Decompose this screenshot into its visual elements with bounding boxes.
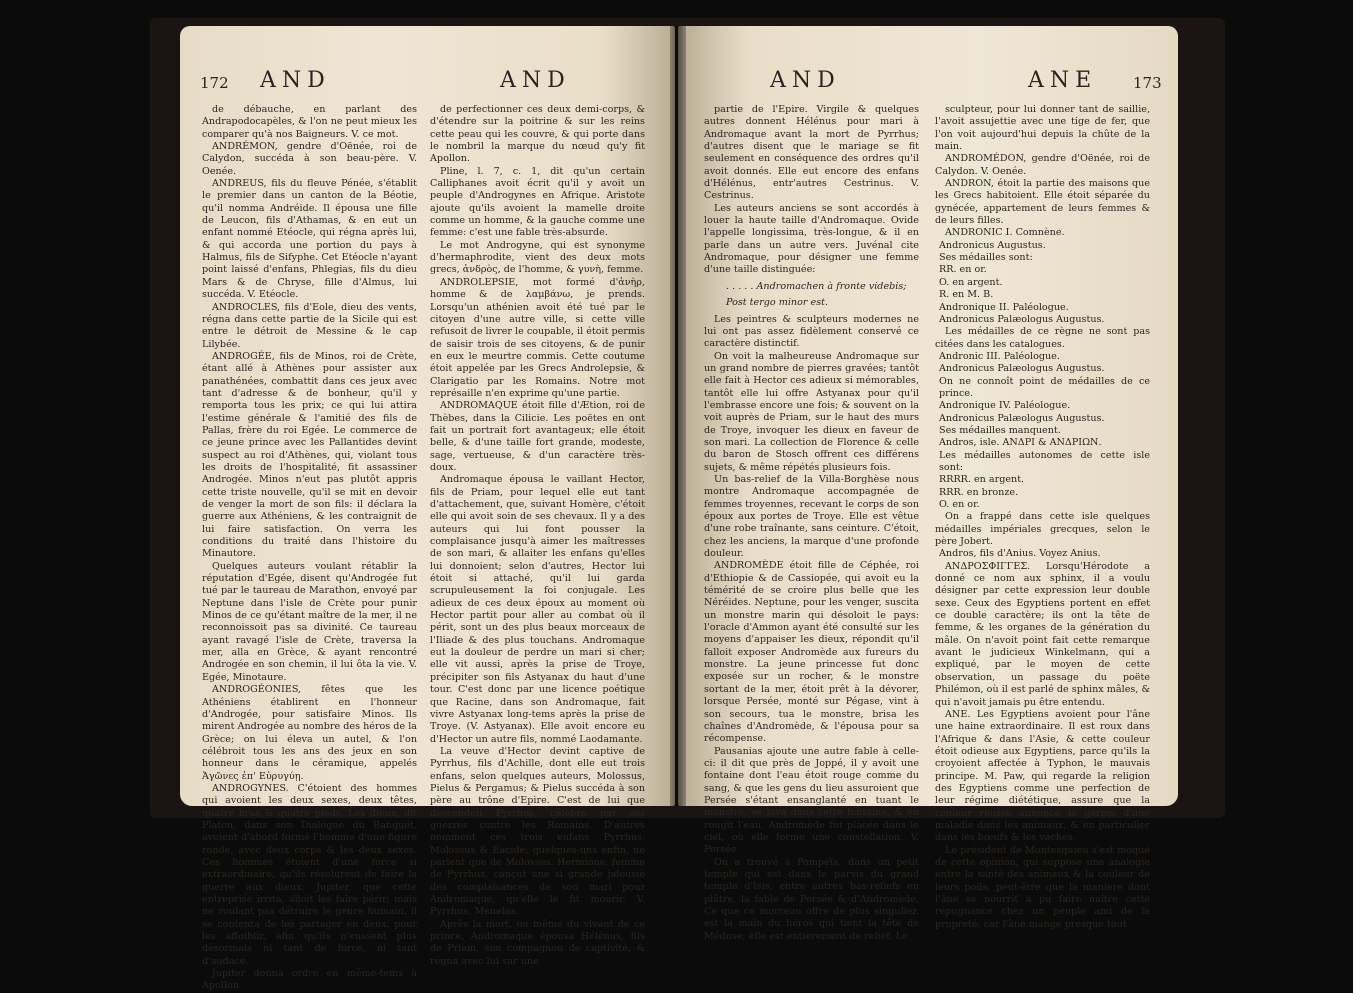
medal-entry: Andros, isle. ΑΝΔΡΙ & ΑΝΔΡΙΩΝ. (939, 437, 1102, 449)
verse-line: Post tergo minor est. (726, 297, 829, 309)
medal-entry: Andronicus Palæologus Augustus. (939, 363, 1105, 375)
dictionary-entry: de débauche, en parlant des Andrapodocapèles, & l'on ne peut mieux les comparer qu'à nos Baigneurs. V. ce mot. (202, 104, 417, 140)
dictionary-entry: Pausanias ajoute une autre fable à celle-ci: il dit que près de Joppé, il y avoit une fontaine dont l'eau étoit rouge comme du sang, & que les gens du lieu assuroient que Persée s'étant ensanglanté en tuant le monstre, se lava dans cette fontaine, & en rougit l'eau. Andromède fut placée dans le ciel, où elle forme une constellation. V. Persée. (704, 745, 919, 856)
dictionary-entry: sculpteur, pour lui donner tant de saillie, l'avoit assujettie avec une tige de fer, que l'on voit aujourd'hui depuis la chûte de la main. (935, 104, 1150, 153)
dictionary-entry: ANDROMAQUE étoit fille d'Ætion, roi de Thèbes, dans la Cilicie. Les poëtes en ont fait un portrait fort avantageux; elle étoit belle, & d'une taille fort grande, modeste, sage, vertueuse, & d'un caractère très-doux. (430, 400, 645, 473)
book-gutter (670, 26, 686, 806)
dictionary-entry: ANDREUS, fils du fleuve Pénée, s'établit le premier dans un canton de la Béotie, qu'il nomma Andréide. Il épousa une fille de Leucon, fils d'Athamas, & en eut un enfant nommé Etéocle, qui régna après lui, & qui accorda une portion du pays à Halmus, fils de Sifyphe. Cet Etéocle n'ayant point laissé d'enfans, Phlegias, fils du dieu Mars & de Chryse, fille d'Almus, lui succéda. V. Etéocle. (202, 178, 417, 301)
text-column (704, 104, 919, 942)
dictionary-entry: Le mot Androgyne, qui est synonyme d'hermaphrodite, vient des deux mots grecs, ἀνδρὸς, de l'homme, & γυνὴ, femme. (430, 239, 645, 276)
dictionary-entry: Les médailles de ce règne ne sont pas citées dans les catalogues. (935, 326, 1150, 350)
running-head: ANE (1028, 68, 1098, 93)
medal-entry: Ses médailles sont: (939, 252, 1033, 264)
dictionary-entry: ANDROMÈDE étoit fille de Céphée, roi d'Ethiopie & de Cassiopée, qui avoit eu la témérité de se croire plus belle que les Néréides. Neptune, pour les venger, suscita un monstre marin qui désoloit le pays: l'oracle d'Ammon ayant été consulté sur les moyens d'appaiser les dieux, répondit qu'il falloit exposer Andromède aux fureurs du monstre. La jeune princesse fut donc exposée sur un rocher, & le monstre sortant de la mer, étoit prêt à la dévorer, lorsque Persée, monté sur Pégase, vint à son secours, tua le monstre, brisa les chaînes d'Andromède, & l'épousa pour sa récompense. (704, 560, 919, 745)
medal-entry: O. en argent. (939, 276, 1003, 288)
medal-entry: Andronicus Augustus. (939, 239, 1046, 251)
running-head: AND (770, 68, 841, 93)
medal-entry: Andros, fils d'Anius. Voyez Anius. (939, 548, 1101, 560)
dictionary-entry: ANDRÉMON, gendre d'Oënée, roi de Calydon, succéda à son beau-père. V. Oenée. (202, 141, 417, 177)
text-column (202, 104, 417, 992)
medal-entry: Andronique II. Paléologue. (939, 301, 1069, 313)
dictionary-entry: On voit la malheureuse Andromaque sur un grand nombre de pierres gravées; tantôt elle fait à Hector ces adieux si mémorables, tantôt elle lui offre Astyanax pour qu'il l'embrasse encore une fois; & souvent on la voit auprès de Priam, sur le haut des murs de Troye, invoquer les dieux en faveur de son mari. La collection de Florence & celle du baron de Stosch offrent ces différens sujets, & même répétés plusieurs fois. (704, 350, 919, 473)
dictionary-entry: La veuve d'Hector devint captive de Pyrrhus, fils d'Achille, dont elle eut trois enfans, selon quelques auteurs, Molossus, Pielus & Pergamus; & Pielus succéda à son père au trône d'Epire. C'est de lui que descendoit Pyrrhus, célèbre par ses guerres contre les Romains. D'autres nomment ces trois enfans Pyrrhus, Molossus & Eacide; quelques-uns enfin, ne parlent que de Molossus. Hermione, femme de Pyrrhus, conçut une si grande jalousie des complaisances de son mari pour Andromaque, qu'elle le fit mourir. V. Pyrrhus, Menelas. (430, 745, 645, 918)
dictionary-entry: ANDROGYNES. C'étoient des hommes qui avoient les deux sexes, deux têtes, quatre bras & quatre pieds. Les dieux, dit Platon, dans son Dialogue du Banquet, avoient d'abord formé l'homme d'une figure ronde, avec deux corps & les deux sexes. Ces hommes étoient d'une force si extraordinaire, qu'ils résolurent de faire la guerre aux dieux. Jupiter, que cette entreprise irrita, alloit les faire périr; mais ne voulant pas détruire le genre humain, il se contenta de les partager en deux, pour les affoiblir, afin qu'ils n'eussent plus désormais ni tant de force, ni tant d'audace. (202, 782, 417, 967)
dictionary-entry: On a trouvé à Pompeïa, dans un petit temple qui est dans le parvis du grand temple d'Isis, entre autres bas-reliefs en plâtre, la fable de Persée & d'Andromède. Ce que ce morceau offre de plus singulier, est la main du héros qui tient la tête de Méduse; elle est entièrement de relief. Le (704, 856, 919, 942)
dictionary-entry: Après la mort, ou même du vivant de ce prince, Andromaque épousa Hélénus, fils de Priam, son compagnon de captivité, & régna avec lui sur une (430, 918, 645, 967)
left-page-header (180, 68, 675, 98)
medal-entry: Andronic III. Paléologue. (939, 350, 1060, 362)
running-head: AND (260, 68, 331, 93)
right-page-header (678, 68, 1178, 98)
dictionary-entry: partie de l'Epire. Virgile & quelques autres donnent Hélénus pour mari à Andromaque avant la mort de Pyrrhus; d'autres disent que le mariage se fit seulement en conséquence des ordres qu'il avoit donnés. Elle eut encore des enfans d'Hélénus, entr'autres Cestrinus. V. Cestrinus. (704, 104, 919, 202)
medal-entry: Andronicus Palæologus Augustus. (939, 412, 1105, 424)
dictionary-entry: ANDROCLES, fils d'Eole, dieu des vents, régna dans cette partie de la Sicile qui est entre le détroit de Messine & le cap Lilybée. (202, 301, 417, 350)
dictionary-entry: Un bas-relief de la Villa-Borghèse nous montre Andromaque accompagnée de femmes troyennes, recevant le corps de son époux aux portes de Troye. Elle est vêtue d'une robe traînante, sans ceinture. C'étoit, chez les anciens, la marque d'une profonde douleur. (704, 473, 919, 560)
dictionary-entry: Pline, l. 7, c. 1, dit qu'un certain Calliphanes avoit écrit qu'il y avoit un peuple d'Androgynes en Afrique. Aristote ajoute qu'ils avoient la mamelle droite comme un homme, & la gauche comme une femme: c'est une fable très-absurde. (430, 165, 645, 239)
verse-line: . . . . . Andromachen à fronte videbis; (726, 280, 907, 292)
medal-entry: Les médailles autonomes de cette isle sont: (939, 449, 1150, 473)
dictionary-entry: ANDRON, étoit la partie des maisons que les Grecs habitoient. Elle étoit séparée du gynécée, appartement de leurs femmes & de leurs filles. (935, 178, 1150, 227)
dictionary-entry: Les peintres & sculpteurs modernes ne lui ont pas assez fidèlement conservé ce caractère distinctif. (704, 313, 919, 350)
dictionary-entry: ANDROLEPSIE, mot formé d'ἀνὴρ, homme & de λαμβάνω, je prends. Lorsqu'un athénien avoit été tué par le citoyen d'une autre ville, si cette ville refusoit de livrer le coupable, il étoit permis de saisir trois de ses citoyens, & de punir en eux le meurtre commis. Cette coutume étoit appelée par les Grecs Androlepsie, & Clarigatio par les Romains. Notre mot représaille n'en exprime qu'une partie. (430, 276, 645, 399)
dictionary-entry: de perfectionner ces deux demi-corps, & d'étendre sur la poitrine & sur les reins cette peau qui les couvre, & qui porte dans le nombril la marque du nœud qu'y fit Apollon. (430, 104, 645, 165)
dictionary-entry: ΑΝΔΡΟΣΦΙΓΓΕΣ. Lorsqu'Hérodote a donné ce nom aux sphinx, il a voulu désigner par cette expression leur double sexe. Ceux des Egyptiens portent en effet ce double caractère; ils ont la tête de femme, & les organes de la génération du mâle. On n'avoit point fait cette remarque avant le judicieux Winkelmann, qui a expliqué, par le moyen de cette observation, un passage du poëte Philémon, où il est parlé de sphinx mâles, & qui n'avoit jamais pu être entendu. (935, 560, 1150, 708)
medal-entry: RR. en or. (939, 264, 987, 276)
page-number: 173 (1133, 74, 1162, 92)
dictionary-entry: ANDROMÉDON, gendre d'Oënée, roi de Calydon. V. Oenée. (935, 153, 1150, 177)
open-book (150, 18, 1225, 992)
dictionary-entry: On a frappé dans cette isle quelques médailles impériales grecques, selon le père Jobert. (935, 511, 1150, 548)
dictionary-entry: Les auteurs anciens se sont accordés à louer la haute taille d'Andromaque. Ovide l'appelle longissima, très-longue, & il en parle dans un autre vers. Juvénal cite Andromaque, pour désigner une femme d'une taille distinguée: (704, 202, 919, 276)
dictionary-entry: ANE. Les Egyptiens avoient pour l'âne une haine extraordinaire. Il est roux dans l'Afrique & dans l'Asie, & cette couleur étoit odieuse aux Egyptiens, parce qu'ils la croyoient affectée à Typhon, le mauvais principe. M. Paw, qui regarde la religion des Egyptiens comme une perfection de leur régime diététique, assure que la couleur rousse annonce le germe d'une maladie dans les animaux, & en particulier dans les bœufs & les vaches. (935, 708, 1150, 844)
medal-entry: R. en M. B. (939, 289, 994, 301)
medal-entry: Andronicus Palæologus Augustus. (939, 313, 1105, 325)
text-column (935, 104, 1150, 930)
dictionary-entry: Jupiter donna ordre en même-tems à Apollon (202, 968, 417, 992)
dictionary-entry: Andromaque épousa le vaillant Hector, fils de Priam, pour lequel elle eut tant d'attachement, que, suivant Homère, c'étoit elle qui avoit soin de ses chevaux. Il y a des auteurs qui lui font pousser la complaisance jusqu'à aimer les maîtresses de son mari, & allaiter les enfans qu'elles lui donnoient; selon d'autres, Hector lui étoit si attaché, qu'il lui garda scrupuleusement la foi conjugale. Les adieux de ces deux époux au moment où Hector partit pour aller au combat où il périt, sont un des plus beaux morceaux de l'Iliade & des plus touchans. Andromaque eut la douleur de perdre un mari si cher; elle vit aussi, après la prise de Troye, précipiter son fils Astyanax du haut d'une tour. C'est donc par une licence poétique que Racine, dans son Andromaque, fait vivre Astyanax long-tems après la prise de Troye. (V. Astyanax). Elle avoit encore eu d'Hector un autre fils, nommé Laodamante. (430, 474, 645, 745)
medal-entry: RRRR. en argent. (939, 474, 1025, 486)
dictionary-entry: Le président de Montesquieu s'est moqué de cette opinion, qui suppose une analogie entre la santé des animaux & la couleur de leurs poils; peut-être que la manière dont l'âne se nourrit a pu faire naître cette répugnance chez un peuple ami de la propreté; car l'âne mange presque tout (935, 844, 1150, 930)
text-column (430, 104, 645, 967)
dictionary-entry: ANDROGÉE, fils de Minos, roi de Crète, étant allé à Athènes pour assister aux panathénées, combattit dans ces jeux avec tant d'adresse & de bonheur, qu'il y remporta tous les prix; ce qui lui attira l'estime générale & l'amitié des fils de Pallas, frère du roi Egée. Le commerce de ce jeune prince avec les Pallantides devint suspect au roi d'Athènes, qui, violant tous les droits de l'hospitalité, fit assassiner Androgée. Minos n'eut pas plutôt appris cette triste nouvelle, qu'il se mit en devoir de venger la mort de son fils: il déclara la guerre aux Athéniens, & les contraignit de lui faire satisfaction. On verra les conditions du traité dans l'histoire du Minautore. (202, 350, 417, 560)
dictionary-entry: ANDRONIC I. Comnène. (945, 227, 1065, 239)
medal-entry: Andronique IV. Paléologue. (939, 400, 1071, 412)
medal-entry: O. en or. (939, 499, 980, 510)
right-page (678, 26, 1178, 942)
medal-entry: RRR. en bronze. (939, 486, 1019, 498)
dictionary-entry: Quelques auteurs voulant rétablir la réputation d'Egée, disent qu'Androgée fut tué par le taureau de Marathon, envoyé par Neptune dans l'isle de Crète pour punir Minos de ce qu'étant maître de la mer, il ne reconnoissoit pas sa divinité. Ce taureau ayant ravagé l'isle de Crète, traversa la mer, alla en Grèce, & ayant rencontré Androgée en son chemin, il lui ôta la vie. V. Egée, Minotaure. (202, 560, 417, 683)
left-page (180, 26, 675, 992)
running-head: AND (500, 68, 571, 93)
dictionary-entry: ANDROGÉONIES, fêtes que les Athéniens établirent en l'honneur d'Androgée, pour satisfaire Minos. Ils mirent Androgée au nombre des héros de la Grèce; on lui éleva un autel, & l'on célébroit tous les ans des jeux en son honneur dans le céramique, appelés Ἀγῶνες ἐπ' Εὐρυγύῃ. (202, 684, 417, 782)
medal-entry: On ne connoît point de médailles de ce prince. (939, 375, 1150, 399)
medal-entry: Ses médailles manquent. (939, 424, 1061, 436)
page-number: 172 (200, 74, 229, 92)
